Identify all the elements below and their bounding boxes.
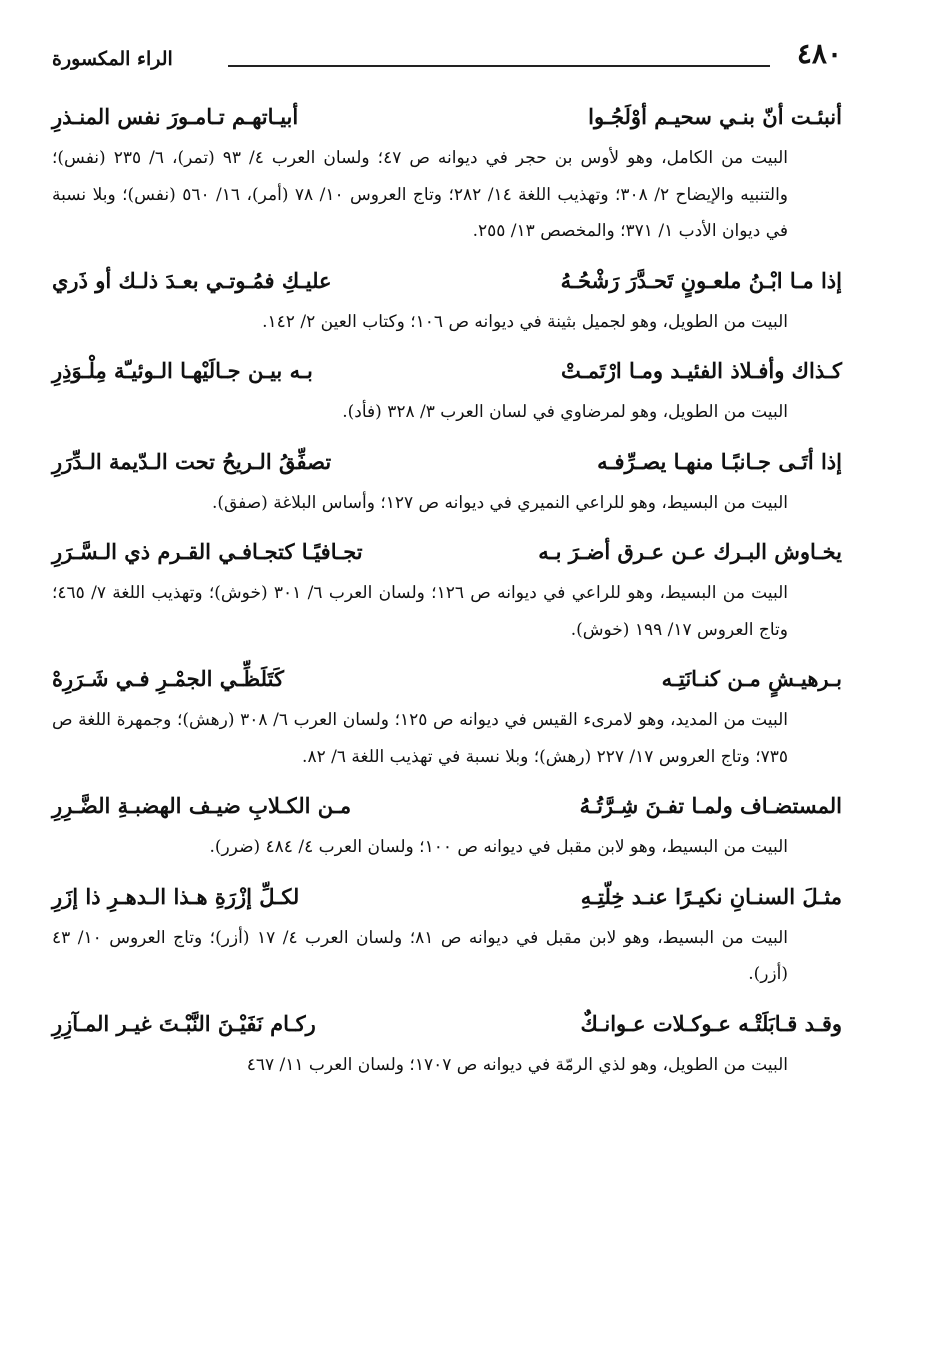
verse-first-hemistich: مثـلَ السنـانِ نكيـرًا عنـد خِلّتِـهِ — [580, 883, 842, 909]
verse-first-hemistich: يخـاوش البـرك عـن عـرق أضـرَ بـه — [538, 539, 842, 564]
verse-line — [52, 876, 842, 918]
page-header — [52, 34, 842, 74]
verse-first-hemistich: أنبئـت أنّ بنـي سحيـم أوْلَجُـوا — [588, 104, 842, 129]
header-rule — [228, 65, 770, 67]
verse-line — [52, 96, 842, 138]
verse-second-hemistich: لكـلِّ إزْرَةِ هـذا الـدهـرِ ذا إزَرِ — [52, 883, 300, 909]
verse-line — [52, 1003, 842, 1045]
verse-commentary: البيت من البسيط، وهو لابن مقبل في ديوانه ص ١٠٠؛ ولسان العرب ٤/ ٤٨٤ (ضرر). — [209, 837, 788, 857]
verse-line — [52, 441, 842, 483]
verse-first-hemistich: إذا أتَـى جـانبًـا منهـا يصـرِّفـه — [597, 448, 842, 474]
verse-first-hemistich: إذا مـا ابْـنُ ملعـونٍ تَحـدَّرَ رَشْحُـهُ — [560, 267, 842, 293]
verse-commentary: البيت من البسيط، وهو للراعي في ديوانه ص ١٢٦؛ ولسان العرب ٦/ ٣٠١ (خوش)؛ وتهذيب اللغة ٧/ ٤٦٥؛ وتاج العروس ١٧/ ١٩٩ (خوش). — [52, 583, 788, 640]
verse-second-hemistich: كَتَلَظِّـي الجمْـرِ فـي شَـرَرِهْ — [52, 666, 284, 691]
verse-entry — [52, 260, 842, 341]
verse-entry — [52, 350, 842, 431]
verse-commentary: البيت من البسيط، وهو لابن مقبل في ديوانه ص ٨١؛ ولسان العرب ٤/ ١٧ (أزر)؛ وتاج العروس ١٠/ ٤٣ (أزر). — [52, 927, 788, 984]
verse-second-hemistich: تصفِّقُ الـريحُ تحت الـدّيمة الـدِّرَرِ — [52, 448, 332, 474]
verse-entry — [52, 441, 842, 522]
verse-line — [52, 531, 842, 573]
verse-entry — [52, 658, 842, 775]
verse-commentary: البيت من الطويل، وهو لذي الرمّة في ديوانه ص ١٧٠٧؛ ولسان العرب ١١/ ٤٦٧ — [246, 1054, 788, 1075]
verse-commentary: البيت من المديد، وهو لامرىء القيس في ديوانه ص ١٢٥؛ ولسان العرب ٦/ ٣٠٨ (رهش)؛ وجمهرة اللغة ص ٧٣٥؛ وتاج العروس ١٧/ ٢٢٧ (رهش)؛ وبلا نسبة في تهذيب اللغة ٦/ ٨٢. — [52, 710, 788, 767]
verse-first-hemistich: بـرهيـشٍ مـن كنـانَتِـه — [661, 666, 842, 691]
verse-entry — [52, 96, 842, 250]
verse-commentary: البيت من البسيط، وهو للراعي النميري في ديوانه ص ١٢٧؛ وأساس البلاغة (صفق). — [211, 492, 788, 513]
verse-entry — [52, 876, 842, 993]
verse-first-hemistich: كـذاك وأفـلاذ الفئيـد ومـا ارْتَمـتْ — [561, 358, 842, 383]
verse-second-hemistich: مـن الكـلابِ ضيـف الهضبـةِ الضَّـرِرِ — [52, 793, 352, 818]
verse-entries — [52, 96, 842, 1093]
verse-entry — [52, 531, 842, 648]
verse-line — [52, 785, 842, 827]
verse-commentary: البيت من الطويل، وهو لمرضاوي في لسان العرب ٣/ ٣٢٨ (فأد). — [342, 402, 788, 422]
verse-commentary: البيت من الطويل، وهو لجميل بثينة في ديوانه ص ١٠٦؛ وكتاب العين ٢/ ١٤٢. — [262, 311, 788, 332]
verse-second-hemistich: عليـكِ فمُـوتـي بعـدَ ذلـك أو ذَري — [52, 267, 332, 293]
verse-second-hemistich: بـه بيـن جـالَيْهـا الـوئيـّة مِلْـوَذِرِ — [52, 358, 313, 383]
verse-second-hemistich: تجـافيًـا كتجـافـي القـرم ذي الـسَّـرَرِ — [52, 539, 363, 564]
verse-line — [52, 658, 842, 700]
verse-line — [52, 350, 842, 392]
verse-entry — [52, 785, 842, 866]
verse-second-hemistich: أبيـاتهـم تـامـورَ نفس المنـذرِ — [52, 104, 299, 129]
verse-first-hemistich: وقـد قـابَلَتْـه عـوكـلات عـوانـكٌ — [580, 1010, 842, 1036]
verse-second-hemistich: ركـام نَفَيْـنَ النَّبْـتَ غيـر المـآزِرِ — [52, 1010, 316, 1036]
verse-entry — [52, 1003, 842, 1084]
verse-line — [52, 260, 842, 302]
page-number: ٤٨٠ — [796, 37, 842, 70]
verse-commentary: البيت من الكامل، وهو لأوس بن حجر في ديوانه ص ٤٧؛ ولسان العرب ٤/ ٩٣ (تمر)، ٦/ ٢٣٥ (نفس)؛ والتنبيه والإيضاح ٢/ ٣٠٨؛ وتهذيب اللغة ١٤/ ٢٨٢؛ وتاج العروس ١٠/ ٧٨ (أمر)، ١٦/ ٥٦٠ (نفس)؛ وبلا نسبة في ديوان الأدب ١/ ٣٧١؛ والمخصص ١٣/ ٢٥٥. — [52, 148, 789, 241]
verse-first-hemistich: المستضـاف ولمـا تفـنَ شِـرَّتُـهُ — [579, 793, 842, 818]
running-title: الراء المكسورة — [52, 48, 173, 70]
